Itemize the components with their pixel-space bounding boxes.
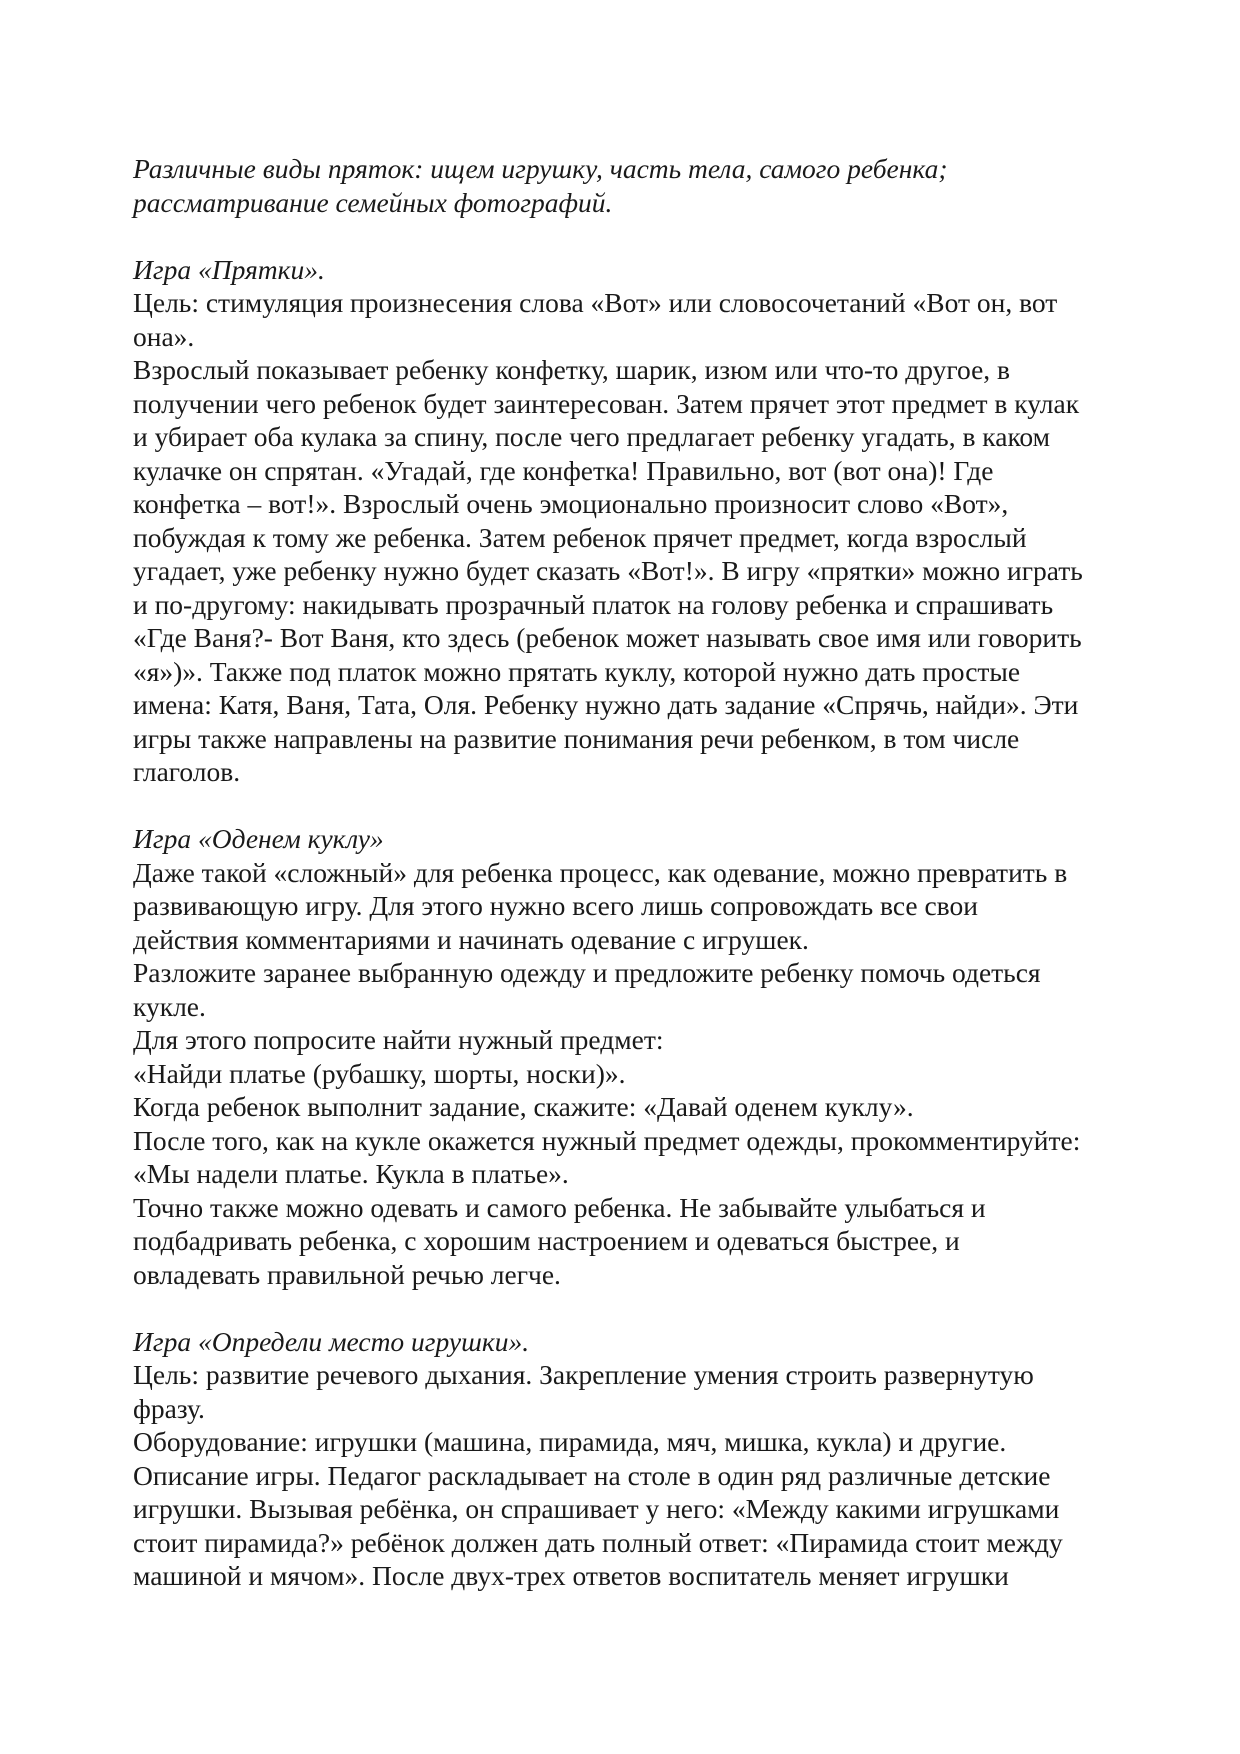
body-line: овладевать правильной речью легче. [133, 1258, 561, 1290]
body-line: «Мы надели платье. Кукла в платье». [133, 1158, 569, 1189]
body-line: развивающую игру. Для этого нужно всего лишь сопровождать все свои [133, 890, 978, 921]
body-line: Когда ребенок выполнит задание, скажите: «Давай оденем куклу». [133, 1091, 914, 1122]
body-line: она». [133, 320, 195, 352]
body-line: угадает, уже ребенку нужно будет сказать «Вот!». В игру «прятки» можно играть [133, 555, 1083, 586]
game-title-toy-place: Игра «Определи место игрушки». [133, 1325, 530, 1357]
body-line: Точно также можно одевать и самого ребенка. Не забывайте улыбаться и [133, 1191, 986, 1223]
body-line: побуждая к тому же ребенка. Затем ребенок прячет предмет, когда взрослый [133, 521, 1027, 553]
game-title-hide-and-seek: Игра «Прятки». [133, 253, 325, 285]
intro-line: Различные виды пряток: ищем игрушку, часть тела, самого ребенка; [133, 153, 948, 184]
paragraph-gap [133, 1291, 1133, 1325]
body-line: Цель: развитие речевого дыхания. Закрепление умения строить развернутую [133, 1359, 1034, 1390]
body-line: фразу. [133, 1392, 205, 1424]
body-line: Цель: стимуляция произнесения слова «Вот» или словосочетаний «Вот он, вот [133, 287, 1058, 318]
body-line: Взрослый показывает ребенку конфетку, шарик, изюм или что-то другое, в [133, 354, 1011, 385]
body-line: имена: Катя, Ваня, Тата, Оля. Ребенку нужно дать задание «Спрячь, найди». Эти [133, 689, 1079, 720]
body-line: Для этого попросите найти нужный предмет: [133, 1024, 664, 1055]
body-line: Описание игры. Педагог раскладывает на столе в один ряд различные детские [133, 1459, 1051, 1491]
body-line: действия комментариями и начинать одевание с игрушек. [133, 923, 809, 955]
body-line: получении чего ребенок будет заинтересован. Затем прячет этот предмет в кулак [133, 387, 1080, 419]
body-line: подбадривать ребенка, с хорошим настроением и одеваться быстрее, и [133, 1225, 960, 1256]
paragraph-gap [133, 219, 1133, 253]
body-line: «Где Ваня?- Вот Ваня, кто здесь (ребенок может называть свое имя или говорить [133, 622, 1082, 653]
body-line: глаголов. [133, 756, 241, 787]
body-line: После того, как на кукле окажется нужный предмет одежды, прокомментируйте: [133, 1124, 1081, 1156]
body-line: и по-другому: накидывать прозрачный платок на голову ребенка и спрашивать [133, 588, 1054, 620]
body-line: машиной и мячом». После двух-трех ответов воспитатель меняет игрушки [133, 1560, 1009, 1591]
paragraph-gap [133, 789, 1133, 823]
body-line: Разложите заранее выбранную одежду и предложите ребенку помочь одеться [133, 957, 1041, 988]
body-line: кукле. [133, 990, 206, 1022]
body-line: конфетка – вот!». Взрослый очень эмоционально произносит слово «Вот», [133, 488, 1009, 519]
body-line: Оборудование: игрушки (машина, пирамида, мяч, мишка, кукла) и другие. [133, 1426, 1007, 1457]
body-line: Даже такой «сложный» для ребенка процесс, как одевание, можно превратить в [133, 856, 1068, 888]
body-line: стоит пирамида?» ребёнок должен дать полный ответ: «Пирамида стоит между [133, 1526, 1063, 1558]
body-line: «Найди платье (рубашку, шорты, носки)». [133, 1057, 626, 1089]
body-line: игры также направлены на развитие понимания речи ребенком, в том числе [133, 722, 1020, 754]
text-column [133, 152, 1133, 1593]
intro-line: рассматривание семейных фотографий. [133, 186, 613, 218]
body-line: и убирает оба кулака за спину, после чего предлагает ребенку угадать, в каком [133, 421, 1051, 452]
body-line: кулачке он спрятан. «Угадай, где конфетка! Правильно, вот (вот она)! Где [133, 454, 994, 486]
game-title-dress-doll: Игра «Оденем куклу» [133, 823, 384, 854]
body-line: «я»)». Также под платок можно прятать куклу, которой нужно дать простые [133, 655, 1021, 687]
body-line: игрушки. Вызывая ребёнка, он спрашивает у него: «Между какими игрушками [133, 1493, 1060, 1524]
